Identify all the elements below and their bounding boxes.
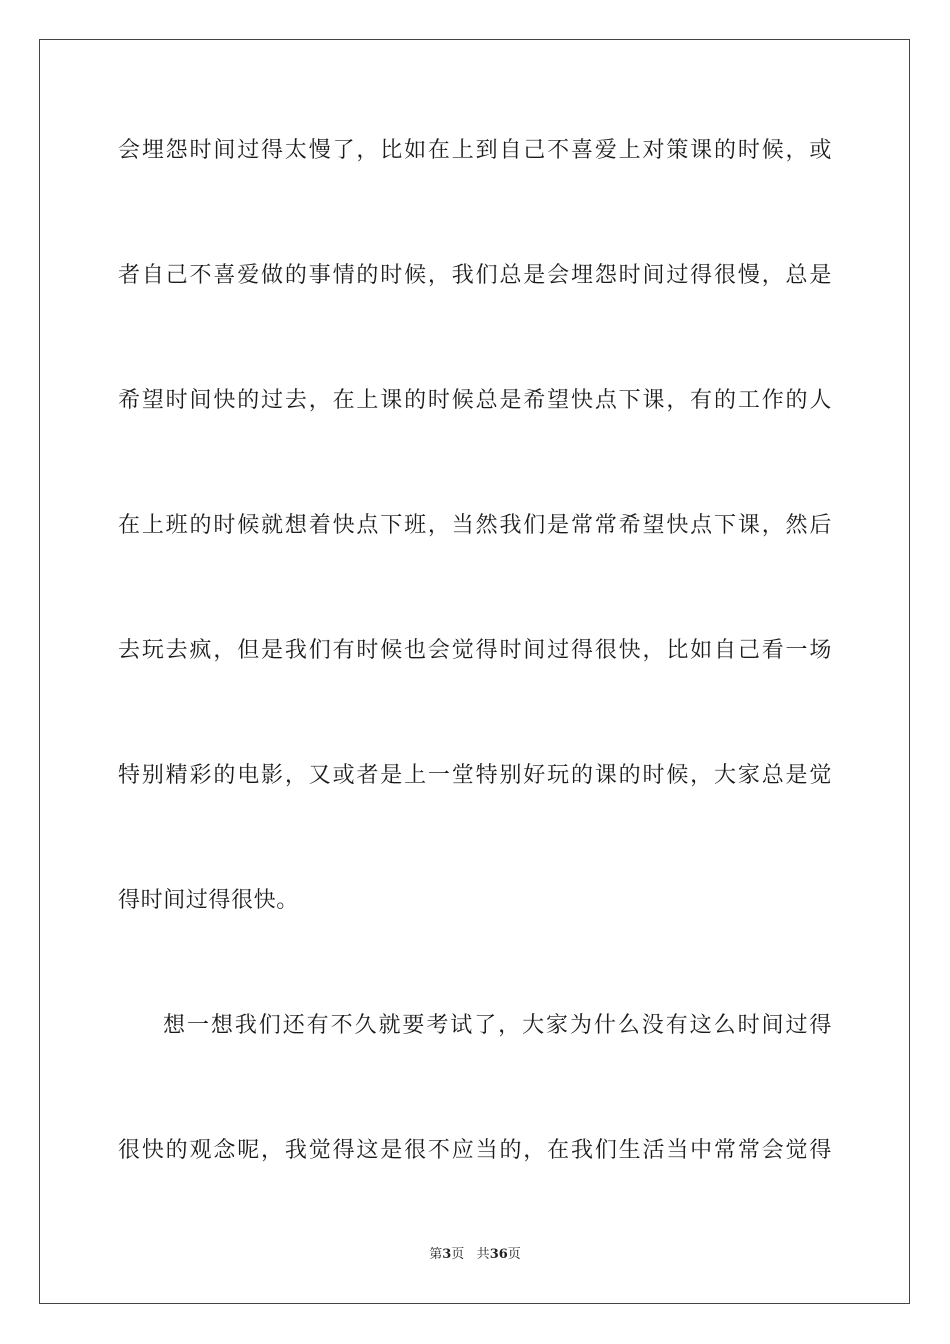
text-line-3: 希望时间快的过去，在上课的时候总是希望快点下课，有的工作的人 [118, 388, 832, 413]
page-suffix: 页 [451, 1247, 465, 1262]
page-border [39, 39, 910, 1304]
total-suffix: 页 [507, 1247, 521, 1262]
text-line-1: 会埋怨时间过得太慢了，比如在上到自己不喜爱上对策课的时候，或 [118, 138, 832, 163]
text-line-5: 去玩去疯，但是我们有时候也会觉得时间过得很快，比如自己看一场 [118, 638, 832, 663]
text-line-6: 特别精彩的电影，又或者是上一堂特别好玩的课的时候，大家总是觉 [118, 763, 832, 788]
text-line-9: 很快的观念呢，我觉得这是很不应当的，在我们生活当中常常会觉得 [118, 1138, 832, 1163]
text-line-2: 者自己不喜爱做的事情的时候，我们总是会埋怨时间过得很慢，总是 [118, 263, 832, 288]
page-footer [0, 1246, 950, 1264]
page-number: 3 [442, 1247, 452, 1262]
text-line-8: 想一想我们还有不久就要考试了，大家为什么没有这么时间过得 [163, 1013, 832, 1038]
text-line-4: 在上班的时候就想着快点下班，当然我们是常常希望快点下课，然后 [118, 513, 832, 538]
page-prefix: 第 [429, 1247, 443, 1262]
total-pages: 36 [489, 1247, 508, 1262]
text-line-7: 得时间过得很快。 [118, 888, 299, 913]
total-prefix: 共 [476, 1247, 490, 1262]
